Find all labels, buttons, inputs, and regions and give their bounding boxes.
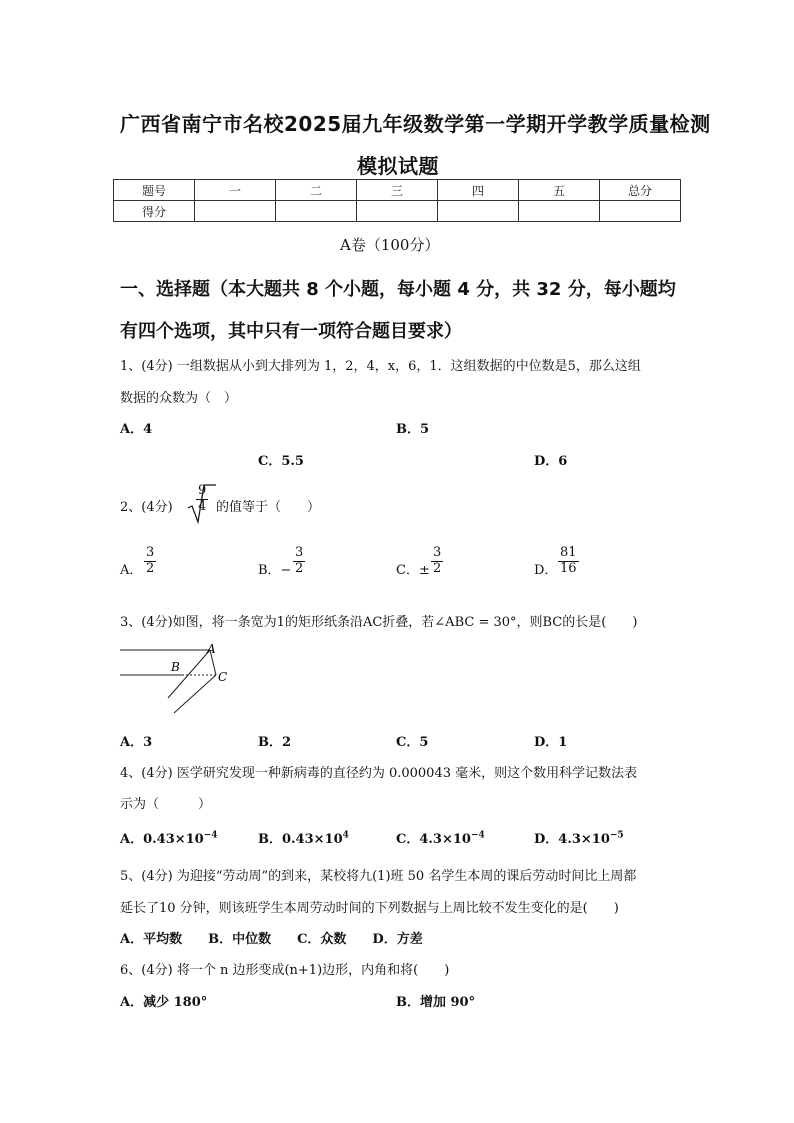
- q4-stem-line2: 示为（ ）: [120, 797, 212, 812]
- q2-option-a-fraction: [144, 546, 156, 577]
- fraction-denominator: 2: [146, 560, 155, 576]
- figure-label-b: B: [171, 660, 180, 674]
- exam-title-line2: 模拟试题: [357, 154, 439, 178]
- fraction-numerator: 3: [146, 545, 155, 560]
- q6-option-b: B．增加 90°: [396, 995, 476, 1010]
- score-table: [113, 179, 681, 222]
- q5-stem-line2: 延长了10 分钟，则该班学生本周劳动时间的下列数据与上周比较不发生变化的是( ): [120, 901, 619, 916]
- q2-option-c-fraction: [431, 546, 443, 577]
- q1-option-a: A．4: [120, 422, 153, 437]
- figure-label-c: C: [218, 670, 228, 684]
- score-input-cell[interactable]: [276, 201, 357, 222]
- table-cell: 一: [195, 180, 276, 201]
- q4-stem-line1: 4、(4分) 医学研究发现一种新病毒的直径约为 0.000043 毫米，则这个数用科学记数法表: [120, 766, 638, 781]
- q5-options: A．平均数 B．中位数 C．众数 D．方差: [120, 932, 423, 947]
- table-cell: 五: [519, 180, 600, 201]
- q2-suffix: 的值等于（ ）: [216, 500, 321, 515]
- score-input-cell[interactable]: [600, 201, 681, 222]
- option-exponent: 4: [342, 830, 349, 841]
- q2-option-d-fraction: [558, 546, 579, 577]
- option-base: A．0.43×10: [120, 832, 204, 847]
- q2-option-a-label: A．: [120, 563, 143, 578]
- q2-option-b-fraction: [293, 546, 305, 577]
- fraction-denominator: 2: [433, 560, 442, 576]
- part1-heading-line2: 有四个选项，其中只有一项符合题目要求）: [120, 321, 462, 342]
- option-base: C．4.3×10: [396, 832, 471, 847]
- table-cell: 题号: [114, 180, 195, 201]
- fraction-numerator: 3: [433, 545, 442, 560]
- q3-option-b: B．2: [258, 735, 292, 750]
- score-input-cell[interactable]: [195, 201, 276, 222]
- part1-heading-line1: 一、选择题（本大题共 8 个小题，每小题 4 分，共 32 分，每小题均: [120, 279, 676, 300]
- option-base: D．4.3×10: [534, 832, 610, 847]
- q6-option-a: A．减少 180°: [120, 995, 208, 1010]
- score-input-cell[interactable]: [438, 201, 519, 222]
- q6-stem: 6、(4分) 将一个 n 边形变成(n+1)边形，内角和将( ): [120, 963, 450, 978]
- table-cell: 三: [357, 180, 438, 201]
- table-cell: 四: [438, 180, 519, 201]
- q3-option-c: C．5: [396, 735, 429, 750]
- q3-option-a: A．3: [120, 735, 153, 750]
- exam-title-line1: 广西省南宁市名校2025届九年级数学第一学期开学教学质量检测: [120, 112, 711, 136]
- figure-label-a: A: [207, 642, 216, 656]
- table-cell: 二: [276, 180, 357, 201]
- q4-option-b: [258, 828, 349, 847]
- fraction-numerator: 81: [560, 545, 577, 560]
- q5-stem-line1: 5、(4分) 为迎接“劳动周”的到来，某校将九(1)班 50 名学生本周的课后劳动时间比上周都: [120, 869, 637, 884]
- q1-stem-line2: 数据的众数为（ ）: [120, 391, 238, 406]
- fraction-denominator: 2: [295, 560, 304, 576]
- q1-option-c: C．5.5: [258, 454, 304, 469]
- option-exponent: −5: [609, 830, 624, 841]
- score-table-score-row: [114, 201, 681, 222]
- section-a-heading: A卷（100分）: [340, 236, 440, 254]
- fraction-denominator: 16: [560, 560, 577, 576]
- option-exponent: −4: [470, 830, 485, 841]
- q1-stem-line1: 1、(4分) 一组数据从小到大排列为 1，2，4，x，6，1．这组数据的中位数是5，那么这组: [120, 359, 641, 374]
- option-exponent: −4: [203, 830, 218, 841]
- q2-sqrt-numerator: 9: [198, 483, 207, 498]
- table-cell: 得分: [114, 201, 195, 222]
- q2-option-d-label: D．: [534, 563, 558, 578]
- q2-sqrt-fraction: [196, 484, 208, 515]
- option-base: B．0.43×10: [258, 832, 343, 847]
- q1-option-d: D．6: [534, 454, 568, 469]
- q2-prefix: 2、(4分): [120, 500, 173, 515]
- q4-option-a: [120, 828, 218, 847]
- q3-option-d: D．1: [534, 735, 568, 750]
- score-table-header-row: [114, 180, 681, 201]
- fraction-numerator: 3: [295, 545, 304, 560]
- q4-option-c: [396, 828, 485, 847]
- score-input-cell[interactable]: [357, 201, 438, 222]
- q1-option-b: B．5: [396, 422, 430, 437]
- q2-option-b-label: B．−: [258, 563, 292, 578]
- q3-stem: 3、(4分)如图，将一条宽为1的矩形纸条沿AC折叠，若∠ABC = 30°，则BC的长是( ): [120, 615, 638, 630]
- score-input-cell[interactable]: [519, 201, 600, 222]
- q3-fold-figure: [118, 640, 238, 716]
- q4-option-d: [534, 828, 624, 847]
- q2-sqrt-denominator: 4: [198, 498, 207, 514]
- table-cell: 总分: [600, 180, 681, 201]
- q2-option-c-label: C．±: [396, 563, 430, 578]
